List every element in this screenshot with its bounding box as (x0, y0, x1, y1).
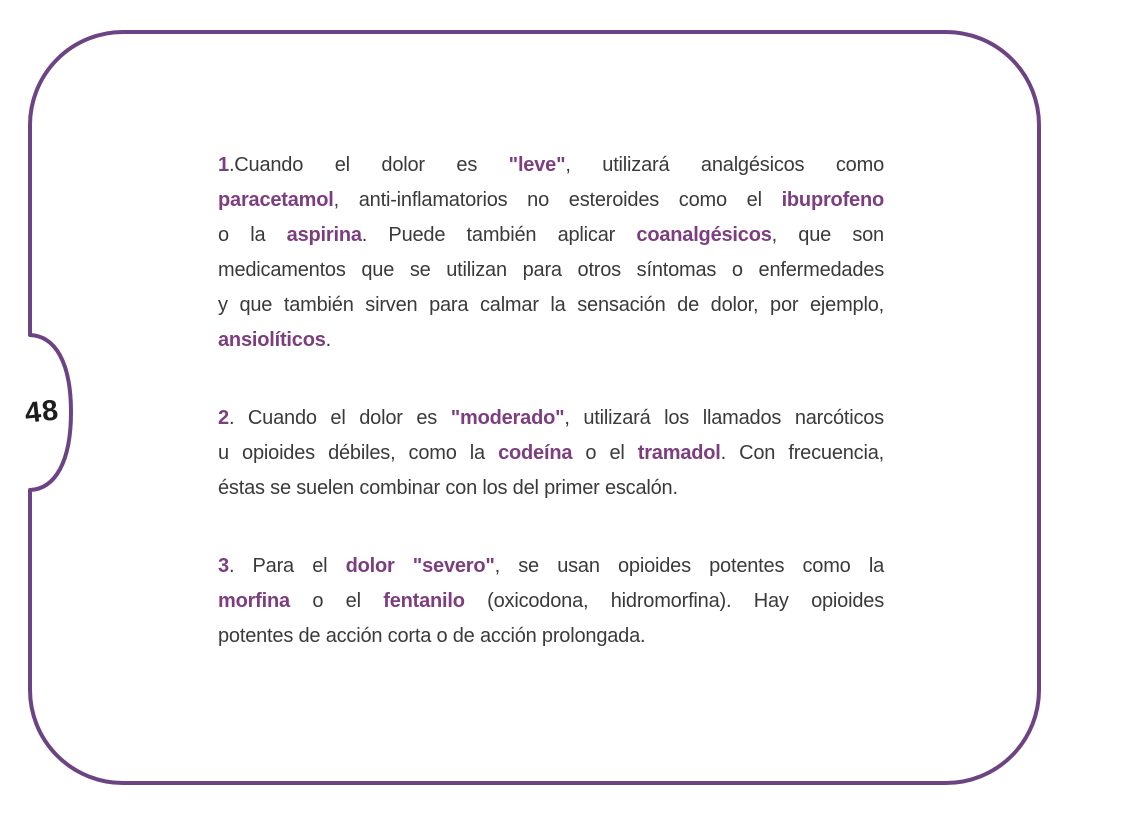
page-number: 48 (23, 394, 61, 430)
paragraph-moderate-pain (218, 401, 884, 506)
accent-term: codeína (498, 442, 573, 464)
text-run: medicamentos que se utilizan para otros síntomas o enfermedades (218, 259, 884, 281)
text-line (218, 401, 884, 436)
text-line (218, 148, 884, 183)
text-run: y que también sirven para calmar la sensación de dolor, por ejemplo, (218, 294, 884, 316)
text-line (218, 288, 884, 323)
accent-term: paracetamol (218, 189, 334, 211)
page-content (218, 148, 884, 697)
accent-term: dolor "severo" (345, 555, 495, 577)
accent-term: aspirina (286, 224, 362, 246)
text-line (218, 183, 884, 218)
accent-term: coanalgésicos (636, 224, 772, 246)
text-run: (oxicodona, hidromorfina). Hay opioides (464, 590, 884, 612)
text-line (218, 323, 884, 358)
text-run: , utilizará analgésicos como (565, 154, 884, 176)
text-run: u opioides débiles, como la (218, 442, 499, 464)
text-run: . Para el (228, 555, 346, 577)
text-line (218, 253, 884, 288)
paragraph-mild-pain (218, 148, 884, 358)
text-line (218, 218, 884, 253)
paragraph-severe-pain (218, 549, 884, 654)
text-line (218, 549, 884, 584)
text-run: , anti-inflamatorios no esteroides como el (333, 189, 782, 211)
text-run: . (325, 329, 331, 351)
text-run: , utilizará los llamados narcóticos (564, 407, 884, 429)
text-run: . Puede también aplicar (361, 224, 637, 246)
text-run: , que son (771, 224, 884, 246)
accent-term: morfina (218, 590, 290, 612)
step-number: 3 (218, 555, 229, 577)
text-line (218, 584, 884, 619)
text-run: éstas se suelen combinar con los del primer escalón. (218, 477, 678, 499)
step-number: 1 (218, 154, 229, 176)
text-run: o la (218, 224, 287, 246)
accent-term: tramadol (637, 442, 721, 464)
text-line (218, 436, 884, 471)
text-run: . Cuando el dolor es (228, 407, 451, 429)
text-run: .Cuando el dolor es (228, 154, 509, 176)
text-run: potentes de acción corta o de acción prolongada. (218, 625, 646, 647)
accent-term: ibuprofeno (781, 189, 884, 211)
text-run: . Con frecuencia, (720, 442, 884, 464)
step-number: 2 (218, 407, 229, 429)
accent-term: "leve" (508, 154, 566, 176)
text-run: o el (572, 442, 638, 464)
text-line (218, 619, 884, 654)
accent-term: ansiolíticos (218, 329, 326, 351)
text-line (218, 471, 884, 506)
text-run: , se usan opioides potentes como la (494, 555, 884, 577)
text-run: o el (289, 590, 384, 612)
accent-term: fentanilo (383, 590, 465, 612)
accent-term: "moderado" (450, 407, 565, 429)
